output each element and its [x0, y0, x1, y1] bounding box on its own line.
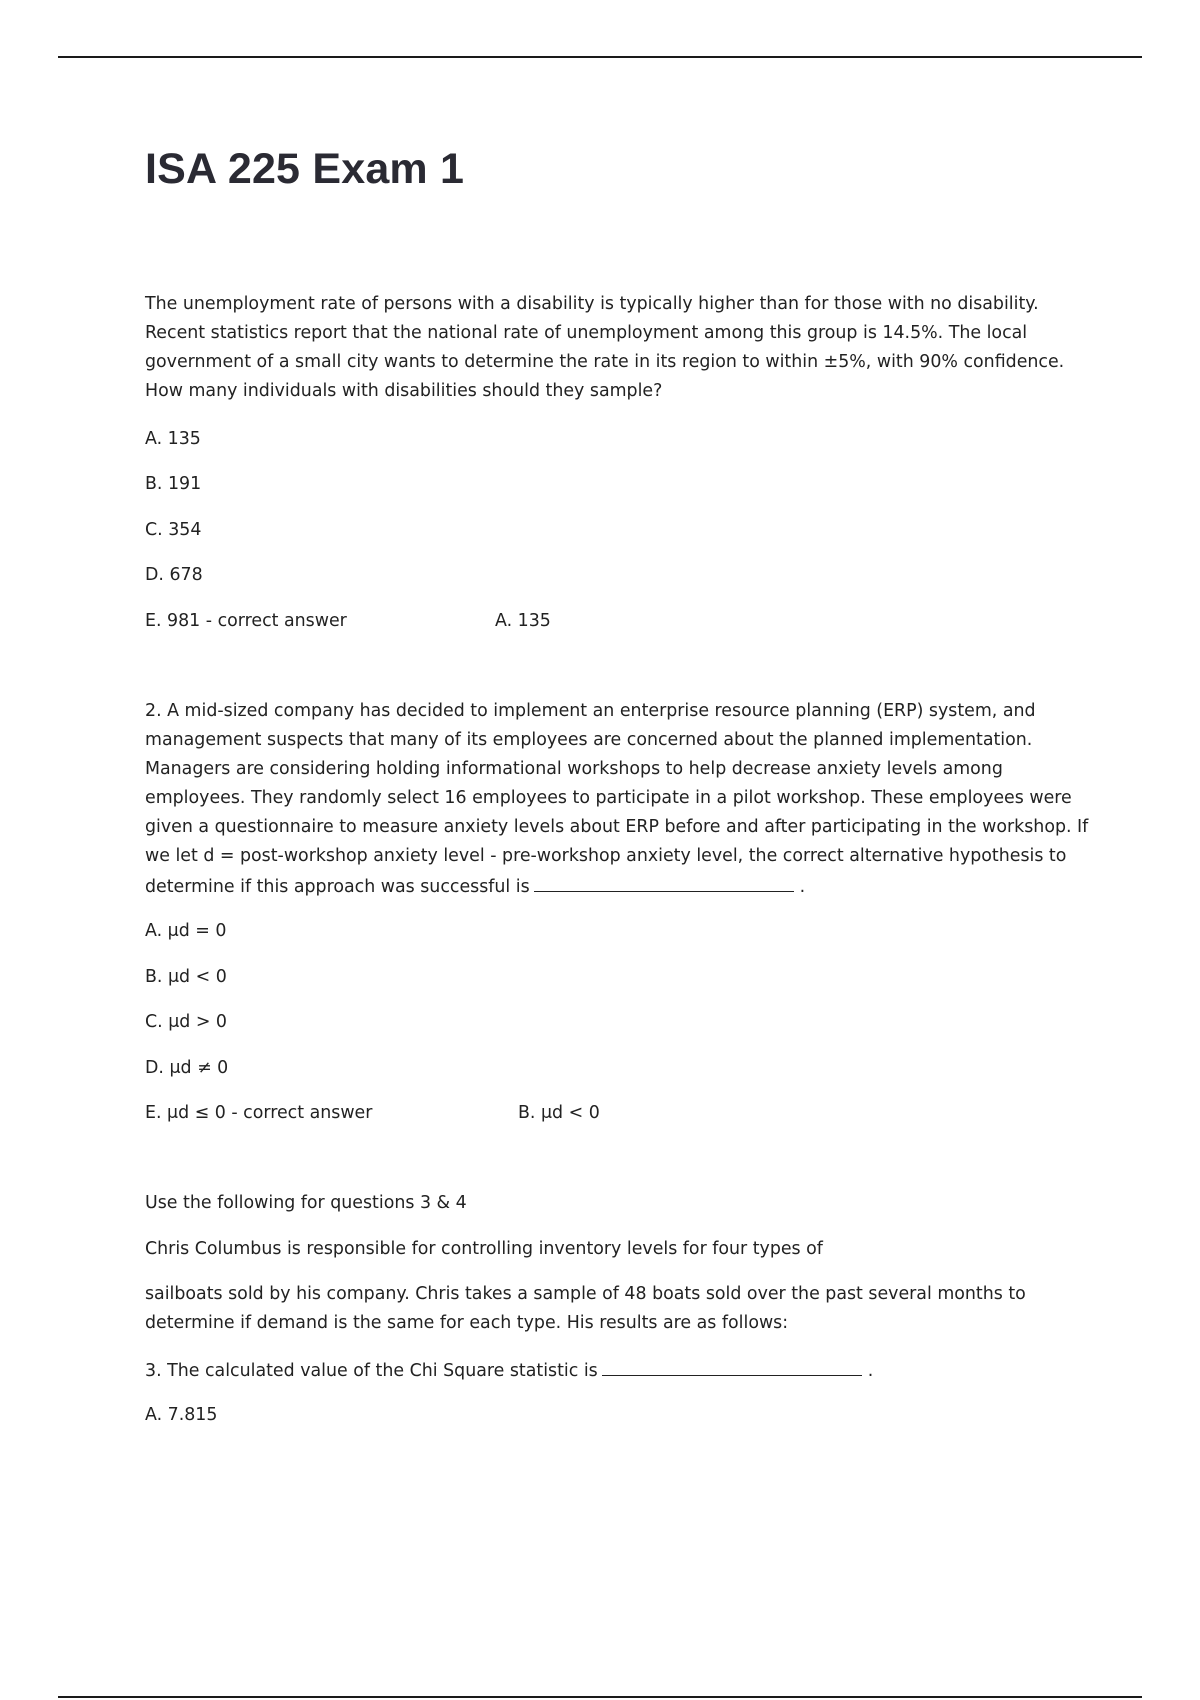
q2-prompt — [145, 697, 1090, 902]
q3-intro: Use the following for questions 3 & 4 — [145, 1193, 467, 1213]
q2-answer: B. μd < 0 — [518, 1103, 600, 1123]
q1-option-e: E. 981 - correct answer — [145, 611, 347, 631]
q2-option-c: C. μd > 0 — [145, 1012, 227, 1032]
q1-option-a: A. 135 — [145, 429, 201, 449]
q3-prompt-text: 3. The calculated value of the Chi Square statistic is — [145, 1361, 598, 1381]
bottom-rule — [58, 1696, 1142, 1698]
q2-option-b: B. μd < 0 — [145, 967, 227, 987]
q3-prompt-end: . — [867, 1361, 874, 1381]
q1-prompt: The unemployment rate of persons with a disability is typically higher than for those with no disability. Recent statistics report that the national rate of unemployment among this group is 14.5%. The local government of a small city wants to determine the rate in its region to within ±5%, with 90% confidence. How many individuals with disabilities should they sample? — [145, 294, 1065, 401]
q3-prompt — [145, 1355, 873, 1386]
q1-option-d: D. 678 — [145, 565, 203, 585]
q2-answer-blank — [534, 871, 794, 892]
q3-context-line1: Chris Columbus is responsible for controlling inventory levels for four types of — [145, 1239, 823, 1259]
q1-option-b: B. 191 — [145, 474, 202, 494]
q1-option-c: C. 354 — [145, 520, 202, 540]
q3-option-a: A. 7.815 — [145, 1405, 218, 1425]
q2-option-d: D. μd ≠ 0 — [145, 1058, 229, 1078]
q2-option-e: E. μd ≤ 0 - correct answer — [145, 1103, 373, 1123]
q2-prompt-text: 2. A mid-sized company has decided to implement an enterprise resource planning (ERP) system, and management suspects that many of its employees are concerned about the planned implementation. Managers are considering holding informational workshops to help decrease anxiety levels among employees. They randomly select 16 employees to participate in a pilot workshop. These employees were given a questionnaire to measure anxiety levels about ERP before and after participating in the workshop. If we let d = post-workshop anxiety level - pre-workshop anxiety level, the correct alternative hypothesis to determine if this approach was successful is — [145, 701, 1089, 897]
q1-answer: A. 135 — [495, 611, 551, 631]
document-title: ISA 225 Exam 1 — [145, 145, 465, 193]
q2-prompt-end: . — [799, 877, 806, 897]
q3-answer-blank — [602, 1355, 862, 1376]
top-rule — [58, 56, 1142, 58]
q3-context-line2: sailboats sold by his company. Chris takes a sample of 48 boats sold over the past several months to determine if demand is the same for each type. His results are as follows: — [145, 1284, 1026, 1333]
q2-option-a: A. μd = 0 — [145, 921, 227, 941]
